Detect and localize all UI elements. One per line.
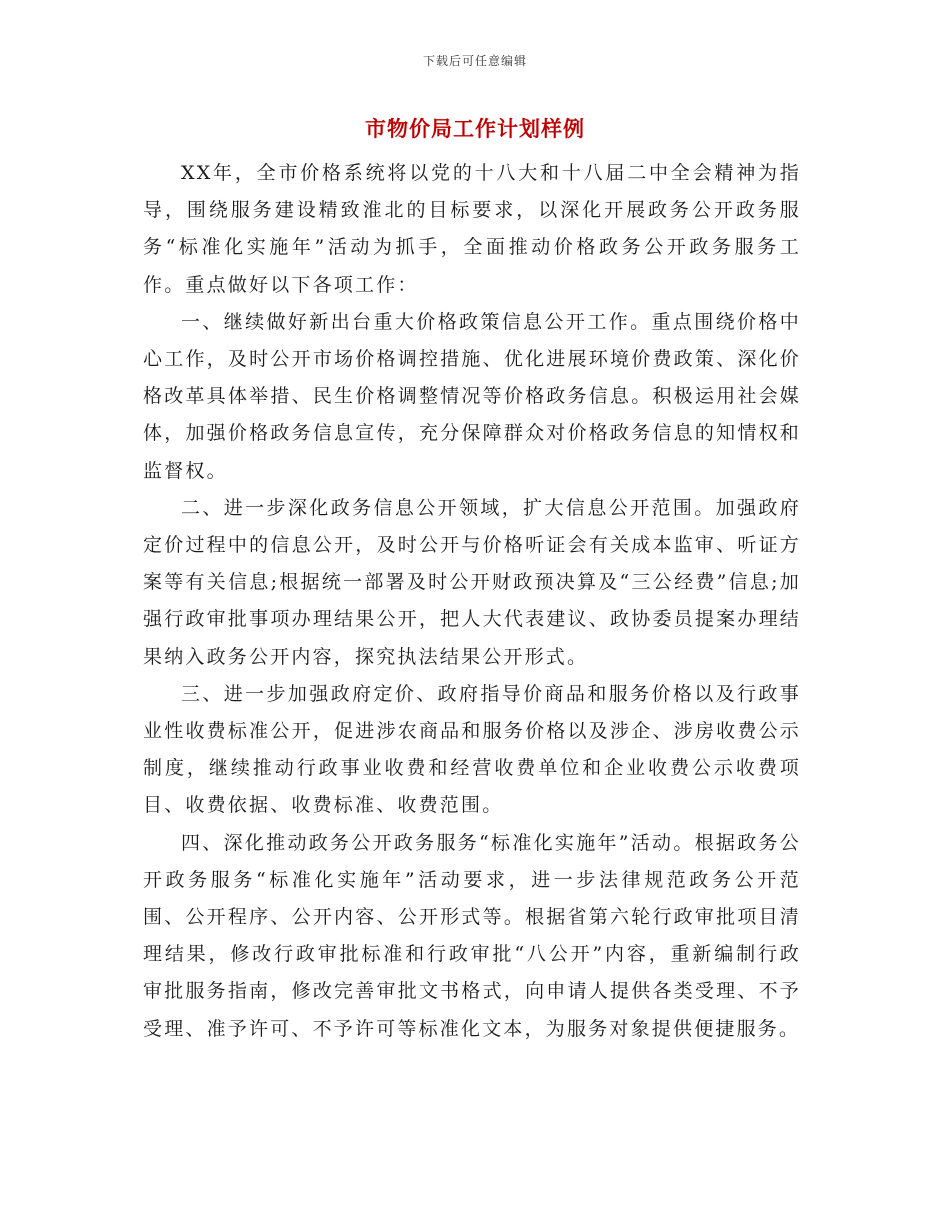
header-note: 下载后可任意编辑 — [422, 54, 527, 68]
intro-paragraph: XX年，全市价格系统将以党的十八大和十八届二中全会精神为指导，围绕服务建设精致淮北的目标要求，以深化开展政务公开政务服务“标准化实施年”活动为抓手，全面推动价格政务公开政务服务工作。重点做好以下各项工作： — [143, 162, 801, 296]
paragraph-item-4: 四、深化推动政务公开政务服务“标准化实施年”活动。根据政务公开政务服务“标准化实施年”活动要求，进一步法律规范政务公开范围、公开程序、公开内容、公开形式等。根据省第六轮行政审批项目清理结果，修改行政审批标准和行政审批“八公开”内容，重新编制行政审批服务指南，修改完善审批文书格式，向申请人提供各类受理、不予受理、准予许可、不予许可等标准化文本，为服务对象提供便捷服务。 — [143, 831, 801, 1040]
paragraph-item-2: 二、进一步深化政务信息公开领域，扩大信息公开范围。加强政府定价过程中的信息公开，及时公开与价格听证会有关成本监审、听证方案等有关信息;根据统一部署及时公开财政预决算及“三公经费”信息;加强行政审批事项办理结果公开，把人大代表建议、政协委员提案办理结果纳入政务公开内容，探究执法结果公开形式。 — [143, 496, 801, 668]
paragraph-item-3: 三、进一步加强政府定价、政府指导价商品和服务价格以及行政事业性收费标准公开，促进涉农商品和服务价格以及涉企、涉房收费公示制度，继续推动行政事业收费和经营收费单位和企业收费公示收费项目、收费依据、收费标准、收费范围。 — [143, 682, 801, 817]
document-title: 市物价局工作计划样例 — [365, 116, 585, 141]
paragraph-item-1: 一、继续做好新出台重大价格政策信息公开工作。重点围绕价格中心工作，及时公开市场价格调控措施、优化进展环境价费政策、深化价格改革具体举措、民生价格调整情况等价格政务信息。积极运用社会媒体，加强价格政务信息宣传，充分保障群众对价格政务信息的知情权和监督权。 — [143, 310, 801, 482]
document-body — [143, 155, 801, 1048]
